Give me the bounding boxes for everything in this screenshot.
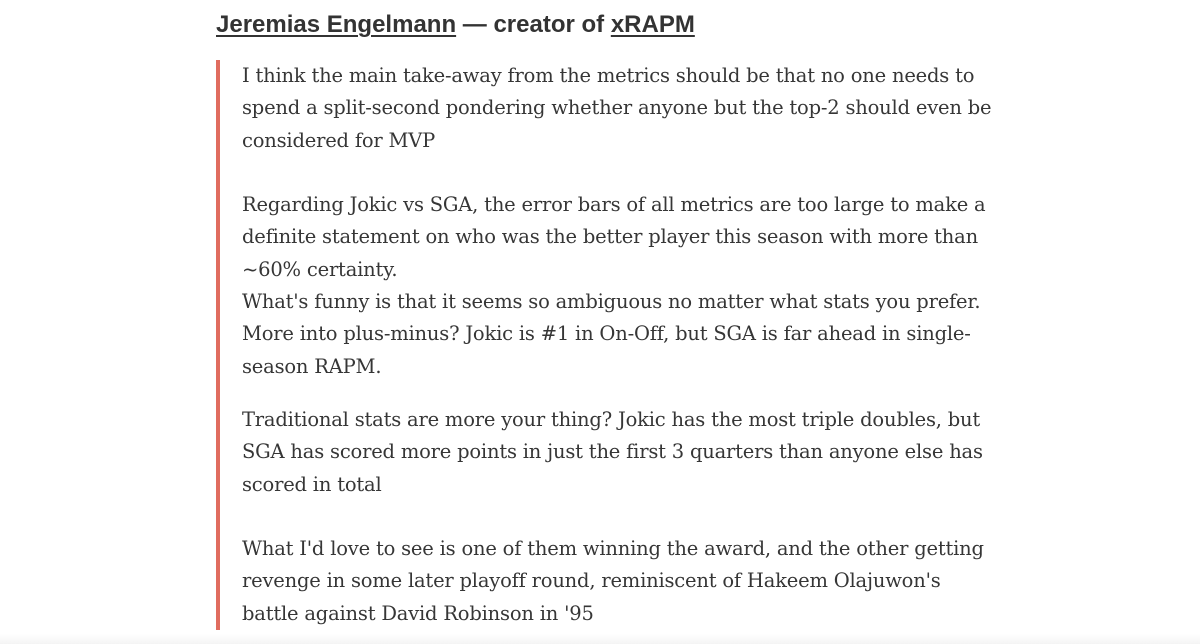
- quote-paragraph: Regarding Jokic vs SGA, the error bars of all metrics are too large to make a definite statement on who was the better player this season with more than ~60% certainty.: [242, 193, 986, 281]
- attribution-separator: — creator of: [456, 11, 611, 38]
- product-link[interactable]: xRAPM: [610, 11, 695, 38]
- blockquote: [216, 60, 1006, 630]
- author-link[interactable]: Jeremias Engelmann: [216, 11, 457, 38]
- quote-paragraph: Traditional stats are more your thing? Jokic has the most triple doubles, but SGA has scored more points in just the first 3 quarters than anyone else has scored in total: [242, 408, 983, 496]
- quote-paragraph: I think the main take-away from the metrics should be that no one needs to spend a split-second pondering whether anyone but the top-2 should even be considered for MVP: [242, 64, 992, 152]
- quote-paragraph: What I'd love to see is one of them winning the award, and the other getting revenge in some later playoff round, reminiscent of Hakeem Olajuwon's battle against David Robinson in '95: [242, 537, 984, 625]
- quote-attribution-heading: [216, 8, 695, 42]
- bottom-edge-shadow: [0, 634, 1200, 644]
- quote-paragraph: What's funny is that it seems so ambiguous no matter what stats you prefer. More into plus-minus? Jokic is #1 in On-Off, but SGA is far ahead in single-season RAPM.: [242, 290, 981, 378]
